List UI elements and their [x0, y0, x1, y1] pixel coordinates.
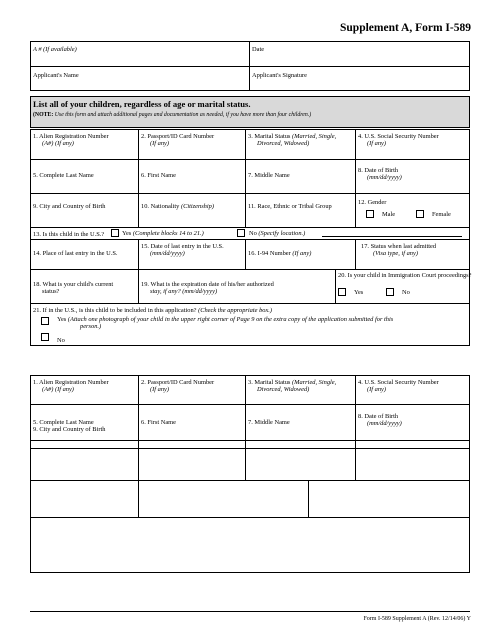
ssn-hint: (If any) — [367, 140, 386, 147]
last-entry-date-label: 15. Date of last entry in the U.S. — [141, 243, 224, 250]
court-question: 20. Is your child in Immigration Court proceedings? — [338, 272, 472, 279]
gender-female-label: Female — [432, 211, 451, 218]
marital-status-hint: (Married, Single, — [292, 379, 337, 386]
banner-heading: List all of your children, regardless of age or marital status. — [33, 99, 251, 109]
alien-number-label: 1. Alien Registration Number — [33, 379, 109, 386]
i94-hint: (If any) — [292, 250, 312, 257]
include-hint: (Check the appropriate box.) — [198, 307, 273, 314]
court-yes-label: Yes — [354, 289, 364, 296]
gender-male-label: Male — [382, 211, 396, 218]
in-us-no-hint: (Specify location.) — [258, 230, 306, 237]
note-text: Use this form and attach additional pages and documentation as needed, if you have more than four children.) — [54, 112, 312, 118]
current-status-label-2: status? — [42, 288, 60, 295]
status-admitted-label: 17. Status when last admitted — [361, 243, 437, 250]
birthplace-label: 9. City and Country of Birth — [33, 203, 106, 210]
i94-title: 16. I-94 Number — [248, 250, 291, 257]
dob-hint: (mm/dd/yyyy) — [367, 420, 402, 427]
passport-hint: (If any) — [150, 386, 169, 393]
last-entry-place-label: 14. Place of last entry in the U.S. — [33, 250, 118, 257]
expiration-hint: stay, if any? (mm/dd/yyyy) — [150, 288, 218, 295]
in-us-yes-hint: (Complete blocks 14 to 21.) — [132, 230, 204, 237]
alien-number-hint: (A#) (If any) — [42, 386, 74, 393]
a-number-label: A # (If available) — [33, 46, 77, 53]
gender-label: 12. Gender — [358, 199, 387, 206]
race-label: 11. Race, Ethnic or Tribal Group — [248, 203, 332, 210]
alien-number-hint: (A#) (If any) — [42, 140, 74, 147]
last-name-label: 5. Complete Last Name — [33, 172, 94, 179]
marital-status-hint-2: Divorced, Widowed) — [257, 386, 310, 393]
court-no-label: No — [402, 289, 410, 296]
birthplace-label: 9. City and Country of Birth — [33, 426, 106, 433]
dob-label: 8. Date of Birth — [358, 167, 399, 174]
dob-hint: (mm/dd/yyyy) — [367, 174, 402, 181]
middle-name-label: 7. Middle Name — [248, 419, 290, 426]
applicant-signature-label: Applicant's Signature — [252, 72, 307, 79]
in-us-question: 13. Is this child in the U.S.? — [33, 231, 105, 238]
nationality-title: 10. Nationality — [141, 203, 180, 210]
dob-label: 8. Date of Birth — [358, 413, 399, 420]
include-title: 21. If in the U.S., is this child to be included in this application? — [33, 307, 197, 314]
form-title: Supplement A, Form I-589 — [340, 22, 471, 34]
expiration-label: 19. What is the expiration date of his/her authorized — [141, 281, 274, 288]
alien-number-label: 1. Alien Registration Number — [33, 133, 109, 140]
ssn-hint: (If any) — [367, 386, 386, 393]
status-admitted-hint: (Visa type, if any) — [373, 250, 418, 257]
passport-hint: (If any) — [150, 140, 169, 147]
last-entry-date-hint: (mm/dd/yyyy) — [150, 250, 185, 257]
marital-status-title: 3. Marital Status — [248, 133, 291, 140]
note-label: (NOTE: — [33, 112, 54, 118]
first-name-label: 6. First Name — [141, 172, 176, 179]
include-no-label: No — [57, 337, 65, 344]
include-yes-hint: (Attach one photograph of your child in the upper right corner of Page 9 on the extra copy of the application submitted for this — [67, 316, 394, 323]
date-label: Date — [252, 46, 265, 53]
current-status-label: 18. What is your child's current — [33, 281, 114, 288]
in-us-yes-text: Yes — [122, 230, 132, 237]
marital-status-hint-2: Divorced, Widowed) — [257, 140, 310, 147]
footer-rule — [30, 611, 470, 612]
passport-label: 2. Passport/ID Card Number — [141, 133, 215, 140]
marital-status-hint: (Married, Single, — [292, 133, 337, 140]
include-yes-hint-2: person.) — [80, 323, 102, 330]
applicant-name-label: Applicant's Name — [33, 72, 79, 79]
first-name-label: 6. First Name — [141, 419, 176, 426]
ssn-label: 4. U.S. Social Security Number — [358, 133, 439, 140]
ssn-label: 4. U.S. Social Security Number — [358, 379, 439, 386]
nationality-hint: (Citizenship) — [180, 203, 214, 210]
marital-status-title: 3. Marital Status — [248, 379, 291, 386]
in-us-no-text: No — [249, 230, 257, 237]
middle-name-label: 7. Middle Name — [248, 172, 290, 179]
include-yes-text: Yes — [57, 316, 67, 323]
passport-label: 2. Passport/ID Card Number — [141, 379, 215, 386]
form-id: Form I-589 Supplement A (Rev. 12/14/06) Y — [363, 616, 471, 622]
last-name-label: 5. Complete Last Name — [33, 419, 94, 426]
